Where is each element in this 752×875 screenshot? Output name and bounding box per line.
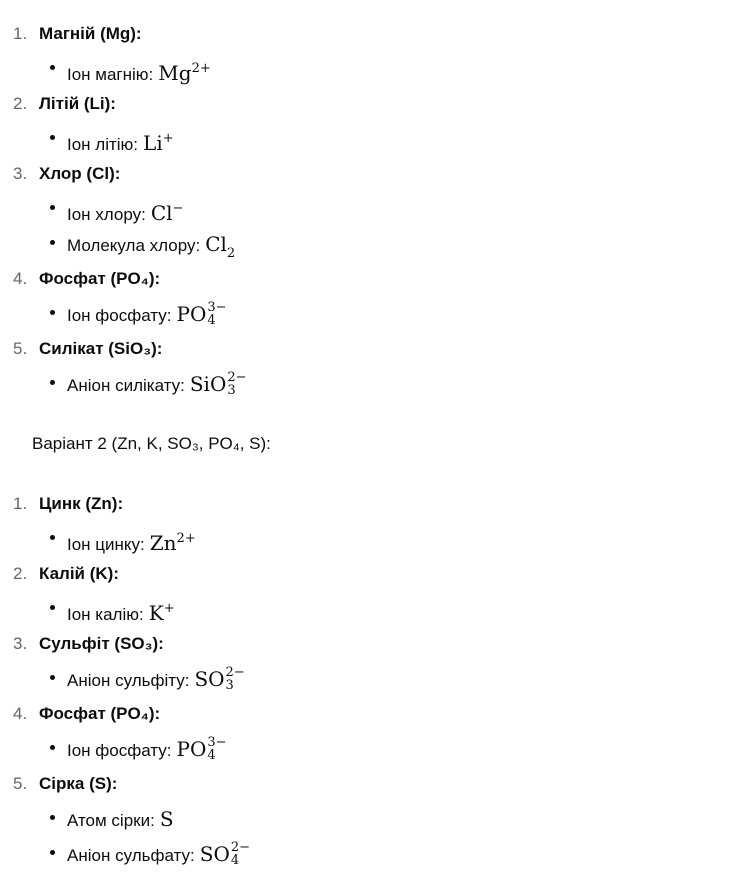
- item-title: Хлор (Cl):: [39, 164, 121, 183]
- sub-item-label: Іон магнію:: [67, 65, 154, 84]
- list-item: [0, 20, 752, 90]
- item-number: 5.: [13, 339, 28, 358]
- formula-subscript: 3: [225, 677, 234, 693]
- formula-subscript: 4: [230, 852, 240, 868]
- formula-scripts: [207, 301, 226, 327]
- sub-item: [0, 525, 752, 560]
- sub-item-text: [67, 55, 211, 90]
- sub-item-text: [67, 125, 174, 160]
- sub-item: [0, 125, 752, 160]
- sub-item: [0, 230, 752, 265]
- chemical-formula: [194, 664, 245, 693]
- item-title: Калій (K):: [39, 564, 119, 583]
- item-title: Сульфіт (SO₃):: [39, 634, 164, 653]
- item-title: Цинк (Zn):: [39, 494, 124, 513]
- item-number: 5.: [13, 774, 28, 793]
- sub-item-label: Іон фосфату:: [67, 741, 172, 760]
- bullet-icon: [50, 675, 55, 680]
- list-item: [0, 700, 752, 770]
- sub-item-text: [67, 370, 247, 405]
- bullet-icon: [50, 745, 55, 750]
- item-header: [0, 90, 752, 125]
- item-title: Сірка (S):: [39, 774, 118, 793]
- sub-item: [0, 665, 752, 700]
- item-header: [0, 20, 752, 55]
- formula-base: SiO: [189, 372, 227, 396]
- sub-item: [0, 300, 752, 335]
- sub-item: [0, 595, 752, 630]
- bullet-icon: [50, 850, 55, 855]
- item-number: 4.: [13, 704, 28, 723]
- formula-base: K: [148, 601, 164, 625]
- item-number: 3.: [13, 164, 28, 183]
- sub-item: [0, 370, 752, 405]
- chemical-formula: [143, 131, 174, 155]
- chemical-formula: [199, 839, 251, 868]
- formula-base: SO: [199, 842, 230, 866]
- formula-base: PO: [176, 737, 207, 761]
- sub-item-text: [67, 595, 175, 630]
- bullet-icon: [50, 815, 55, 820]
- chemical-formula: [149, 601, 175, 625]
- item-header: [0, 490, 752, 525]
- chemical-formula: [176, 734, 227, 763]
- item-title: Фосфат (PO₄):: [39, 704, 161, 723]
- sub-item-text: [67, 195, 183, 230]
- bullet-icon: [50, 205, 55, 210]
- formula-charge: 2−: [225, 664, 245, 680]
- formula-subscript: 4: [207, 312, 216, 328]
- formula-scripts: [227, 371, 246, 397]
- formula-scripts: [207, 736, 226, 762]
- bullet-icon: [50, 535, 55, 540]
- chemical-formula: [205, 232, 236, 261]
- sub-item-label: Молекула хлору:: [67, 236, 201, 255]
- formula-charge: +: [163, 601, 175, 616]
- formula-subscript: 4: [207, 747, 216, 763]
- list-item: [0, 265, 752, 335]
- sub-item-label: Аніон силікату:: [67, 376, 185, 395]
- sub-item-label: Іон калію:: [67, 605, 144, 624]
- formula-scripts: [231, 841, 250, 867]
- list-item: [0, 490, 752, 560]
- formula-charge: 2+: [191, 61, 211, 76]
- formula-base: S: [159, 807, 174, 831]
- sub-item: [0, 55, 752, 90]
- list-item: [0, 630, 752, 700]
- list-item: [0, 335, 752, 405]
- chemical-formula: [150, 531, 196, 555]
- sub-item-text: [67, 665, 245, 700]
- sub-item-text: [67, 300, 227, 335]
- item-header: [0, 700, 752, 735]
- sub-item-label: Аніон сульфіту:: [67, 671, 190, 690]
- sub-item-label: Аніон сульфату:: [67, 846, 195, 865]
- variant2-heading: Варіант 2 (Zn, K, SO₃, PO₄, S):: [32, 434, 271, 453]
- variant2-list: [0, 490, 752, 875]
- formula-base: PO: [176, 302, 207, 326]
- item-header: [0, 630, 752, 665]
- item-header: [0, 335, 752, 370]
- item-title: Силікат (SiO₃):: [39, 339, 163, 358]
- list-item: [0, 160, 752, 265]
- formula-base: Mg: [158, 61, 192, 85]
- formula-charge: 3−: [207, 299, 227, 315]
- chemical-formula: [160, 807, 174, 831]
- bullet-icon: [50, 310, 55, 315]
- list-item: [0, 770, 752, 875]
- formula-charge: 2+: [176, 531, 196, 546]
- item-number: 4.: [13, 269, 28, 288]
- formula-base: Li: [143, 131, 163, 155]
- item-title: Фосфат (PO₄):: [39, 269, 161, 288]
- sub-item: [0, 840, 752, 875]
- item-header: [0, 160, 752, 195]
- item-number: 1.: [13, 24, 28, 43]
- chemical-formula: [189, 369, 247, 398]
- bullet-icon: [50, 65, 55, 70]
- item-header: [0, 560, 752, 595]
- chemical-formula: [151, 201, 184, 225]
- sub-item-label: Іон літію:: [67, 135, 139, 154]
- bullet-icon: [50, 135, 55, 140]
- item-header: [0, 770, 752, 805]
- sub-item-text: [67, 525, 196, 560]
- sub-item-label: Іон хлору:: [67, 205, 146, 224]
- sub-item-text: [67, 840, 250, 875]
- chemical-formula: [158, 61, 210, 85]
- item-number: 2.: [13, 94, 28, 113]
- formula-charge: 2−: [230, 839, 251, 855]
- formula-base: Cl: [150, 201, 173, 225]
- sub-item-label: Атом сірки:: [67, 811, 155, 830]
- sub-item-label: Іон фосфату:: [67, 306, 172, 325]
- bullet-icon: [50, 380, 55, 385]
- sub-item-label: Іон цинку:: [67, 535, 145, 554]
- sub-item-text: [67, 735, 227, 770]
- bullet-icon: [50, 605, 55, 610]
- item-number: 2.: [13, 564, 28, 583]
- sub-item: [0, 735, 752, 770]
- formula-charge: +: [162, 131, 174, 146]
- formula-subscript: 3: [227, 382, 236, 398]
- formula-base: Cl: [205, 232, 227, 256]
- formula-charge: −: [172, 201, 184, 216]
- sub-item-text: [67, 805, 174, 840]
- sub-item: [0, 195, 752, 230]
- bullet-icon: [50, 240, 55, 245]
- item-title: Літій (Li):: [39, 94, 116, 113]
- formula-charge: 2−: [227, 369, 247, 385]
- formula-base: SO: [194, 667, 225, 691]
- chemical-formula: [176, 299, 227, 328]
- formula-scripts: [226, 666, 245, 692]
- formula-charge: 3−: [207, 734, 227, 750]
- list-item: [0, 560, 752, 630]
- formula-subscript: 2: [226, 246, 236, 261]
- sub-item-text: [67, 230, 235, 265]
- sub-item: [0, 805, 752, 840]
- item-number: 1.: [13, 494, 28, 513]
- list-item: [0, 90, 752, 160]
- item-title: Магній (Mg):: [39, 24, 142, 43]
- item-number: 3.: [13, 634, 28, 653]
- formula-base: Zn: [149, 531, 177, 555]
- item-header: [0, 265, 752, 300]
- variant1-list: [0, 20, 752, 405]
